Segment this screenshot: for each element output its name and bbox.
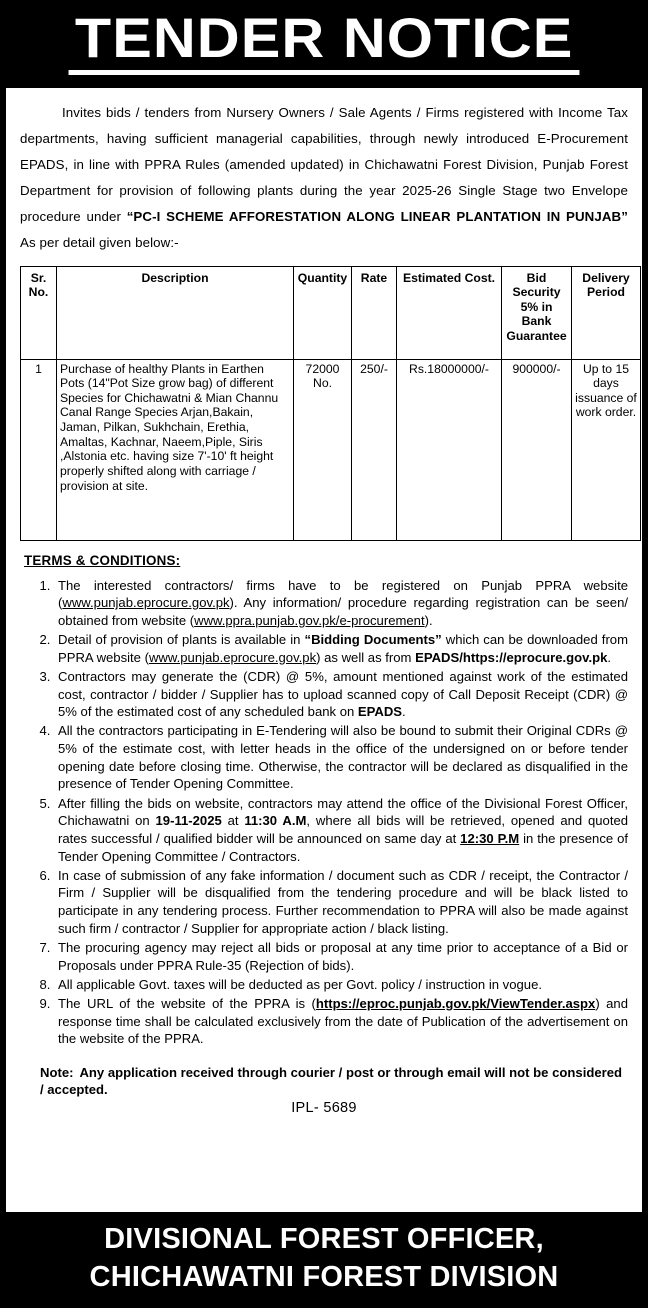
cell-rate: 250/- <box>352 359 397 540</box>
footer-line-1: DIVISIONAL FOREST OFFICER, <box>104 1222 544 1255</box>
cell-sr-no: 1 <box>21 359 57 540</box>
note-text: Any application received through courier / post or through email will not be considered / accepted. <box>40 1064 622 1097</box>
footer-banner <box>0 1212 648 1308</box>
term-item-9 <box>54 995 628 1048</box>
term-1-url-1[interactable]: www.punjab.eprocure.gov.pk <box>62 595 230 611</box>
term-1-url-2[interactable]: www.ppra.punjab.gov.pk/e-procurement <box>194 612 425 628</box>
note-block <box>40 1064 628 1098</box>
note-label: Note: <box>40 1064 74 1080</box>
intro-text-part2: As per detail given below:- <box>20 234 179 250</box>
term-item-6 <box>54 867 628 938</box>
column-header-bid-security: Bid Security 5% in Bank Guarantee <box>502 266 572 359</box>
term-5-opening-date: 19-11-2025 <box>155 813 222 829</box>
term-item-8 <box>54 976 628 994</box>
ipl-number: IPL- 5689 <box>291 1099 357 1116</box>
term-5-announcement-time: 12:30 P.M <box>460 830 520 846</box>
term-2-text-c: ) as well as from <box>316 649 416 665</box>
term-3-text-a: Contractors may generate the (CDR) @ 5%, amount mentioned against work of the estimated cost, contractor / bidder / Supplier has to upload scanned copy of Call Deposit Receipt (CDR) @ 5% of the estimated cost of any scheduled bank on <box>58 668 628 720</box>
footer-line-2: CHICHAWATNI FOREST DIVISION <box>89 1261 559 1293</box>
bottom-spacer <box>20 1116 628 1208</box>
term-2-bidding-documents: “Bidding Documents” <box>304 632 442 648</box>
term-8-text: All applicable Govt. taxes will be deducted as per Govt. policy / instruction in vogue. <box>58 976 542 992</box>
table-header-row <box>21 266 641 359</box>
term-item-2 <box>54 631 628 666</box>
header-banner <box>0 0 648 88</box>
column-header-delivery-period: Delivery Period <box>572 266 641 359</box>
page-title: TENDER NOTICE <box>68 10 579 75</box>
term-9-ppra-url[interactable]: https://eproc.punjab.gov.pk/ViewTender.aspx <box>315 995 596 1011</box>
column-header-description: Description <box>57 266 294 359</box>
term-item-3 <box>54 668 628 721</box>
column-header-rate: Rate <box>352 266 397 359</box>
term-item-5 <box>54 795 628 866</box>
scheme-name: “PC-I SCHEME AFFORESTATION ALONG LINEAR PLANTATION IN PUNJAB” <box>126 208 628 224</box>
table-row <box>21 359 641 540</box>
column-header-sr-no: Sr. No. <box>21 266 57 359</box>
cell-estimated-cost: Rs.18000000/- <box>397 359 502 540</box>
term-2-text-b: which can be downloaded from PPRA website ( <box>58 632 628 665</box>
term-1-text-c: ). <box>424 612 433 628</box>
term-2-epads-url[interactable]: EPADS/https://eprocure.gov.pk <box>415 649 608 665</box>
term-9-text-a: The URL of the website of the PPRA is ( <box>58 995 316 1011</box>
cell-description: Purchase of healthy Plants in Earthen Pots (14"Pot Size grow bag) of different Species for Chichawatni & Mian Channu Canal Range Species Arjan,Bakain, Jaman, Pilkan, Sukhchain, Erethia, Amaltas, Kachnar, Naeem,Piple, Siris ,Alstonia etc. having size 7'-10' ft height properly shifted along with carriage / provision at site. <box>57 359 294 540</box>
term-item-4 <box>54 722 628 793</box>
cell-delivery-period: Up to 15 days issuance of work order. <box>572 359 641 540</box>
term-5-text-a: After filling the bids on website, contractors may attend the office of the Divisional Forest Officer, Chichawatni on <box>58 795 628 829</box>
column-header-estimated-cost: Estimated Cost. <box>397 266 502 359</box>
term-4-text: All the contractors participating in E-Tendering will also be bound to submit their Original CDRs @ 5% of the estimate cost, with letter heads in the office of the undersigned on or before tender opening date before closing time. Otherwise, the contractor will be declared as disqualified in the presence of Tender Opening Committee. <box>58 723 628 792</box>
terms-heading: TERMS & CONDITIONS: <box>24 552 181 568</box>
cell-bid-security: 900000/- <box>502 359 572 540</box>
term-2-url-1[interactable]: www.punjab.eprocure.gov.pk <box>148 649 317 665</box>
term-3-epads: EPADS <box>357 704 403 720</box>
cell-quantity: 72000 No. <box>294 359 352 540</box>
term-6-text: In case of submission of any fake information / document such as CDR / receipt, the Contractor / Firm / Supplier will be disqualified from the tendering procedure and will be black listed to participate in any tendering process. Further recommendation to PPRA will also be made against such firm / contractor / Supplier for appropriate action / black listing. <box>58 867 628 936</box>
term-1-text-a: The interested contractors/ firms have to be registered on Punjab PPRA website ( <box>58 577 628 611</box>
term-item-7 <box>54 939 628 974</box>
term-5-text-d: in the presence of Tender Opening Committee / Contractors. <box>58 830 629 864</box>
term-5-text-b: at <box>221 813 245 829</box>
term-2-text-d: . <box>607 649 612 665</box>
intro-text-part1: Invites bids / tenders from Nursery Owners / Sale Agents / Firms registered with Income Tax departments, having sufficient managerial capabilities, through newly introduced E-Procurement EPADS, in line with PPRA Rules (amended updated) in Chichawatni Forest Division, Punjab Forest Department for provision of following plants during the year 2025-26 Single Stage two Envelope procedure under <box>20 105 628 224</box>
term-9-text-b: ) and response time shall be calculated exclusively from the date of Publication of the advertisement on the website of the PPRA. <box>58 995 628 1047</box>
term-1-text-b: ). Any information/ procedure regarding registration can be seen/ obtained from website ( <box>58 595 628 628</box>
tender-details-table <box>20 266 641 541</box>
term-5-text-c: , where all bids will be retrieved, opened and quoted rates successful / qualified bidder will be announced on same day at <box>58 813 629 846</box>
term-5-opening-time: 11:30 A.M <box>244 813 307 829</box>
document-body <box>6 88 642 1212</box>
terms-list <box>20 577 628 1050</box>
term-2-text-a: Detail of provision of plants is available in <box>58 632 305 648</box>
term-7-text: The procuring agency may reject all bids or proposal at any time prior to acceptance of a Bid or Proposals under PPRA Rule-35 (Rejection of bids). <box>58 939 628 973</box>
intro-paragraph <box>20 100 628 256</box>
term-3-text-b: . <box>402 704 406 720</box>
column-header-quantity: Quantity <box>294 266 352 359</box>
term-item-1 <box>54 577 628 630</box>
